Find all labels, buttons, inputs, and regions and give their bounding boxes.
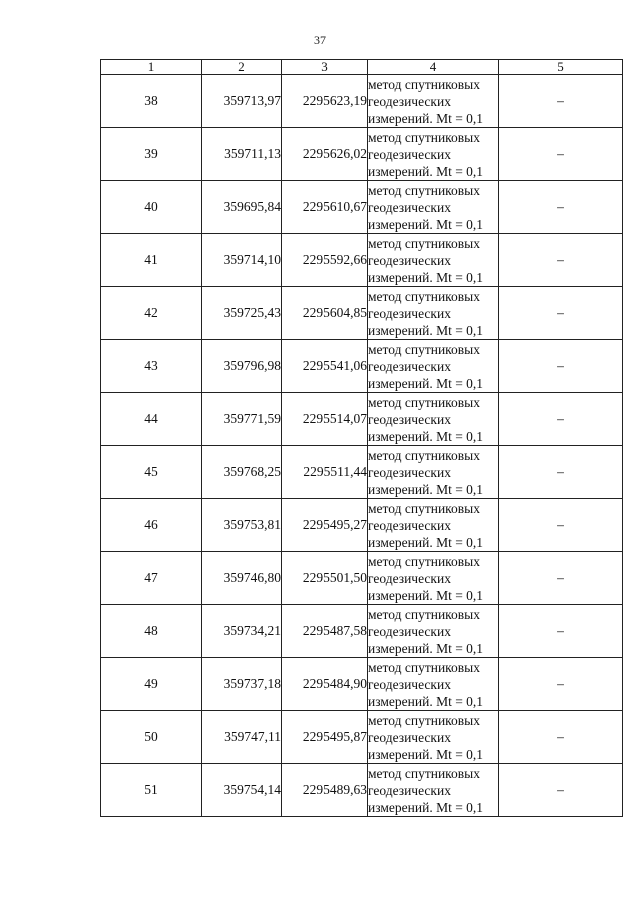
method-line-2: геодезических	[368, 305, 451, 321]
y-coordinate-cell: 2295495,27	[282, 499, 368, 552]
method-line-1: метод спутниковых	[368, 553, 480, 569]
x-coordinate-cell: 359768,25	[202, 446, 282, 499]
method-line-2: геодезических	[368, 358, 451, 374]
x-coordinate-cell: 359734,21	[202, 605, 282, 658]
x-coordinate-cell: 359725,43	[202, 287, 282, 340]
point-number-cell: 39	[101, 128, 202, 181]
method-line-3: измерений. Mt = 0,1	[368, 799, 484, 815]
point-number-cell: 38	[101, 75, 202, 128]
method-line-2: геодезических	[368, 570, 451, 586]
header-col-4: 4	[368, 60, 499, 75]
y-coordinate-cell: 2295541,06	[282, 340, 368, 393]
y-coordinate-cell: 2295623,19	[282, 75, 368, 128]
method-line-2: геодезических	[368, 411, 451, 427]
point-number-cell: 45	[101, 446, 202, 499]
note-cell: –	[499, 446, 623, 499]
note-cell: –	[499, 340, 623, 393]
method-cell	[368, 658, 499, 711]
table-row	[101, 499, 623, 552]
method-line-1: метод спутниковых	[368, 765, 480, 781]
y-coordinate-cell: 2295501,50	[282, 552, 368, 605]
x-coordinate-cell: 359737,18	[202, 658, 282, 711]
method-line-3: измерений. Mt = 0,1	[368, 322, 484, 338]
table-row	[101, 75, 623, 128]
y-coordinate-cell: 2295489,63	[282, 764, 368, 817]
coordinates-table	[100, 59, 623, 817]
point-number-cell: 40	[101, 181, 202, 234]
y-coordinate-cell: 2295626,02	[282, 128, 368, 181]
table-row	[101, 658, 623, 711]
method-line-2: геодезических	[368, 623, 451, 639]
method-line-1: метод спутниковых	[368, 447, 480, 463]
method-line-2: геодезических	[368, 146, 451, 162]
method-cell	[368, 605, 499, 658]
note-cell: –	[499, 393, 623, 446]
table-body	[101, 75, 623, 817]
point-number-cell: 42	[101, 287, 202, 340]
y-coordinate-cell: 2295592,66	[282, 234, 368, 287]
method-line-3: измерений. Mt = 0,1	[368, 534, 484, 550]
point-number-cell: 47	[101, 552, 202, 605]
x-coordinate-cell: 359747,11	[202, 711, 282, 764]
method-line-1: метод спутниковых	[368, 235, 480, 251]
method-line-1: метод спутниковых	[368, 182, 480, 198]
table-row	[101, 128, 623, 181]
table-row	[101, 605, 623, 658]
note-cell: –	[499, 75, 623, 128]
x-coordinate-cell: 359796,98	[202, 340, 282, 393]
method-line-2: геодезических	[368, 729, 451, 745]
note-cell: –	[499, 181, 623, 234]
table-row	[101, 393, 623, 446]
note-cell: –	[499, 764, 623, 817]
x-coordinate-cell: 359754,14	[202, 764, 282, 817]
method-line-1: метод спутниковых	[368, 659, 480, 675]
method-line-3: измерений. Mt = 0,1	[368, 428, 484, 444]
note-cell: –	[499, 234, 623, 287]
method-line-2: геодезических	[368, 782, 451, 798]
method-line-3: измерений. Mt = 0,1	[368, 110, 484, 126]
table-row	[101, 552, 623, 605]
header-row	[101, 60, 623, 75]
note-cell: –	[499, 499, 623, 552]
method-line-2: геодезических	[368, 464, 451, 480]
header-col-2: 2	[202, 60, 282, 75]
method-cell	[368, 287, 499, 340]
method-line-2: геодезических	[368, 93, 451, 109]
table-row	[101, 181, 623, 234]
header-col-1: 1	[101, 60, 202, 75]
method-line-3: измерений. Mt = 0,1	[368, 746, 484, 762]
point-number-cell: 51	[101, 764, 202, 817]
method-line-1: метод спутниковых	[368, 288, 480, 304]
note-cell: –	[499, 658, 623, 711]
header-col-5: 5	[499, 60, 623, 75]
header-col-3: 3	[282, 60, 368, 75]
x-coordinate-cell: 359753,81	[202, 499, 282, 552]
method-cell	[368, 764, 499, 817]
x-coordinate-cell: 359695,84	[202, 181, 282, 234]
note-cell: –	[499, 552, 623, 605]
method-line-2: геодезических	[368, 676, 451, 692]
method-line-3: измерений. Mt = 0,1	[368, 587, 484, 603]
method-line-3: измерений. Mt = 0,1	[368, 375, 484, 391]
y-coordinate-cell: 2295514,07	[282, 393, 368, 446]
page-number: 37	[314, 33, 326, 47]
method-line-1: метод спутниковых	[368, 394, 480, 410]
note-cell: –	[499, 711, 623, 764]
method-line-3: измерений. Mt = 0,1	[368, 269, 484, 285]
method-cell	[368, 75, 499, 128]
method-cell	[368, 340, 499, 393]
table-row	[101, 446, 623, 499]
method-line-1: метод спутниковых	[368, 76, 480, 92]
method-line-1: метод спутниковых	[368, 606, 480, 622]
method-line-1: метод спутниковых	[368, 341, 480, 357]
method-line-3: измерений. Mt = 0,1	[368, 640, 484, 656]
y-coordinate-cell: 2295511,44	[282, 446, 368, 499]
method-cell	[368, 446, 499, 499]
method-line-1: метод спутниковых	[368, 712, 480, 728]
y-coordinate-cell: 2295484,90	[282, 658, 368, 711]
point-number-cell: 49	[101, 658, 202, 711]
y-coordinate-cell: 2295495,87	[282, 711, 368, 764]
y-coordinate-cell: 2295487,58	[282, 605, 368, 658]
x-coordinate-cell: 359711,13	[202, 128, 282, 181]
method-cell	[368, 128, 499, 181]
method-cell	[368, 393, 499, 446]
method-line-3: измерений. Mt = 0,1	[368, 693, 484, 709]
y-coordinate-cell: 2295604,85	[282, 287, 368, 340]
method-line-3: измерений. Mt = 0,1	[368, 163, 484, 179]
table-row	[101, 711, 623, 764]
method-line-2: геодезических	[368, 252, 451, 268]
x-coordinate-cell: 359713,97	[202, 75, 282, 128]
note-cell: –	[499, 128, 623, 181]
method-cell	[368, 499, 499, 552]
point-number-cell: 46	[101, 499, 202, 552]
point-number-cell: 41	[101, 234, 202, 287]
point-number-cell: 48	[101, 605, 202, 658]
table-row	[101, 764, 623, 817]
table-row	[101, 340, 623, 393]
method-line-1: метод спутниковых	[368, 129, 480, 145]
y-coordinate-cell: 2295610,67	[282, 181, 368, 234]
method-line-2: геодезических	[368, 517, 451, 533]
method-line-3: измерений. Mt = 0,1	[368, 481, 484, 497]
x-coordinate-cell: 359714,10	[202, 234, 282, 287]
table-header	[101, 60, 623, 75]
x-coordinate-cell: 359746,80	[202, 552, 282, 605]
note-cell: –	[499, 287, 623, 340]
method-cell	[368, 552, 499, 605]
method-line-1: метод спутниковых	[368, 500, 480, 516]
x-coordinate-cell: 359771,59	[202, 393, 282, 446]
method-cell	[368, 234, 499, 287]
method-cell	[368, 711, 499, 764]
note-cell: –	[499, 605, 623, 658]
method-cell	[368, 181, 499, 234]
point-number-cell: 50	[101, 711, 202, 764]
method-line-2: геодезических	[368, 199, 451, 215]
point-number-cell: 44	[101, 393, 202, 446]
table-row	[101, 234, 623, 287]
table-row	[101, 287, 623, 340]
point-number-cell: 43	[101, 340, 202, 393]
method-line-3: измерений. Mt = 0,1	[368, 216, 484, 232]
